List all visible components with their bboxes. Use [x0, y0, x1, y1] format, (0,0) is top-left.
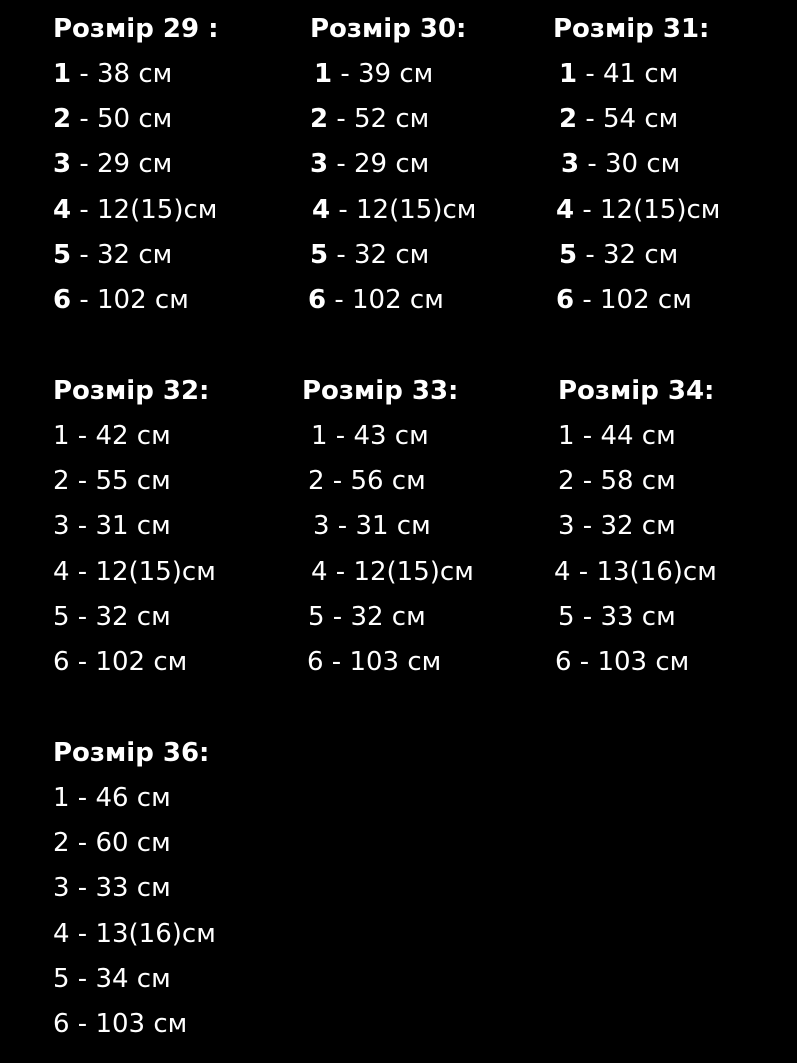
measure-value: - 13(16)см	[570, 557, 717, 587]
measure-index: 3	[53, 511, 70, 541]
measure-row	[308, 466, 426, 496]
measure-row	[556, 195, 720, 225]
measure-row	[53, 1009, 187, 1039]
measure-index: 1	[558, 421, 575, 451]
size-34-block	[554, 376, 717, 677]
measure-value: - 102 см	[574, 285, 692, 315]
measure-row	[53, 602, 171, 632]
measure-row	[554, 557, 717, 587]
measure-index: 2	[559, 104, 578, 134]
measure-index: 5	[310, 240, 329, 270]
measure-value: - 32 см	[577, 240, 679, 270]
measure-row	[559, 240, 678, 270]
size-title: Розмір 29 :	[53, 14, 219, 44]
measure-index: 3	[53, 873, 70, 903]
measure-index: 1	[314, 59, 333, 89]
measure-row	[53, 783, 171, 813]
measure-row	[559, 59, 678, 89]
measure-row	[53, 240, 172, 270]
measure-value: - 12(15)см	[327, 557, 474, 587]
size-title: Розмір 32:	[53, 376, 210, 406]
measure-value: - 33 см	[69, 873, 171, 903]
measure-value: - 12(15)см	[330, 195, 477, 225]
measure-row	[558, 421, 676, 451]
measure-value: - 31 см	[329, 511, 431, 541]
measure-index: 3	[53, 149, 72, 179]
measure-value: - 56 см	[324, 466, 426, 496]
measure-index: 6	[53, 285, 72, 315]
measure-index: 5	[558, 602, 575, 632]
measure-row	[53, 511, 171, 541]
measure-value: - 102 см	[71, 285, 189, 315]
measure-row	[558, 511, 676, 541]
measure-value: - 32 см	[328, 240, 430, 270]
measure-index: 6	[307, 647, 324, 677]
measure-row	[556, 285, 692, 315]
measure-index: 6	[556, 285, 575, 315]
measure-row	[53, 828, 171, 858]
measure-value: - 38 см	[71, 59, 173, 89]
measure-value: - 44 см	[574, 421, 676, 451]
measure-value: - 43 см	[327, 421, 429, 451]
measure-index: 1	[53, 783, 70, 813]
size-32-block	[53, 376, 216, 677]
measure-value: - 33 см	[574, 602, 676, 632]
measure-row	[310, 104, 429, 134]
measure-index: 5	[308, 602, 325, 632]
measure-row	[53, 919, 216, 949]
measure-value: - 12(15)см	[71, 195, 218, 225]
measure-index: 3	[561, 149, 580, 179]
measure-value: - 30 см	[579, 149, 681, 179]
measure-value: - 32 см	[69, 602, 171, 632]
measure-value: - 34 см	[69, 964, 171, 994]
measure-index: 4	[53, 557, 70, 587]
measure-index: 2	[53, 466, 70, 496]
measure-row	[53, 964, 171, 994]
size-29-block	[53, 14, 219, 315]
measure-row	[53, 557, 216, 587]
measure-row	[53, 149, 172, 179]
measure-row	[555, 647, 689, 677]
measure-value: - 42 см	[69, 421, 171, 451]
measure-value: - 29 см	[328, 149, 430, 179]
measure-index: 2	[558, 466, 575, 496]
measure-index: 3	[313, 511, 330, 541]
measure-index: 5	[53, 602, 70, 632]
measure-index: 1	[53, 59, 72, 89]
measure-row	[53, 59, 172, 89]
measure-index: 4	[312, 195, 331, 225]
size-title: Розмір 36:	[53, 738, 210, 768]
measure-index: 4	[554, 557, 571, 587]
measure-row	[310, 149, 429, 179]
measure-index: 4	[53, 195, 72, 225]
size-title: Розмір 33:	[302, 376, 459, 406]
measure-index: 5	[53, 964, 70, 994]
measure-row	[53, 873, 171, 903]
measure-index: 2	[308, 466, 325, 496]
measure-row	[313, 511, 431, 541]
measure-index: 4	[53, 919, 70, 949]
measure-row	[559, 104, 678, 134]
measure-value: - 32 см	[71, 240, 173, 270]
measure-row	[561, 149, 680, 179]
measure-value: - 54 см	[577, 104, 679, 134]
measure-row	[311, 421, 429, 451]
measure-index: 5	[53, 240, 72, 270]
measure-row	[310, 240, 429, 270]
measure-row	[311, 557, 474, 587]
size-title: Розмір 30:	[310, 14, 467, 44]
measure-index: 6	[308, 285, 327, 315]
measure-value: - 12(15)см	[574, 195, 721, 225]
measure-value: - 103 см	[323, 647, 442, 677]
measure-index: 2	[53, 828, 70, 858]
measure-index: 6	[53, 647, 70, 677]
measure-value: - 60 см	[69, 828, 171, 858]
measure-index: 3	[310, 149, 329, 179]
measure-row	[53, 104, 172, 134]
size-title: Розмір 31:	[553, 14, 710, 44]
measure-value: - 29 см	[71, 149, 173, 179]
size-33-block	[302, 376, 474, 677]
measure-row	[558, 602, 676, 632]
size-30-block	[308, 14, 477, 315]
measure-index: 1	[559, 59, 578, 89]
measure-index: 1	[53, 421, 70, 451]
measure-index: 6	[555, 647, 572, 677]
measure-value: - 103 см	[69, 1009, 188, 1039]
measure-row	[312, 195, 476, 225]
size-title: Розмір 34:	[558, 376, 715, 406]
measure-value: - 32 см	[574, 511, 676, 541]
measure-value: - 102 см	[69, 647, 188, 677]
measure-value: - 41 см	[577, 59, 679, 89]
measure-index: 2	[310, 104, 329, 134]
measure-value: - 52 см	[328, 104, 430, 134]
measure-value: - 39 см	[332, 59, 434, 89]
size-31-block	[553, 14, 721, 315]
measure-value: - 13(16)см	[69, 919, 216, 949]
measure-row	[307, 647, 441, 677]
measure-row	[53, 466, 171, 496]
measure-value: - 103 см	[571, 647, 690, 677]
measure-row	[53, 647, 187, 677]
measure-row	[558, 466, 676, 496]
measure-index: 3	[558, 511, 575, 541]
measure-value: - 12(15)см	[69, 557, 216, 587]
measure-row	[314, 59, 433, 89]
measure-value: - 58 см	[574, 466, 676, 496]
measure-row	[53, 285, 189, 315]
measure-index: 5	[559, 240, 578, 270]
measure-index: 4	[556, 195, 575, 225]
measure-value: - 55 см	[69, 466, 171, 496]
measure-index: 6	[53, 1009, 70, 1039]
measure-value: - 32 см	[324, 602, 426, 632]
measure-index: 2	[53, 104, 72, 134]
measure-row	[53, 195, 217, 225]
measure-value: - 46 см	[69, 783, 171, 813]
measure-row	[308, 602, 426, 632]
measure-row	[308, 285, 444, 315]
measure-row	[53, 421, 171, 451]
size-36-block	[53, 738, 216, 1039]
measure-index: 4	[311, 557, 328, 587]
measure-value: - 31 см	[69, 511, 171, 541]
measure-value: - 102 см	[326, 285, 444, 315]
measure-value: - 50 см	[71, 104, 173, 134]
measure-index: 1	[311, 421, 328, 451]
